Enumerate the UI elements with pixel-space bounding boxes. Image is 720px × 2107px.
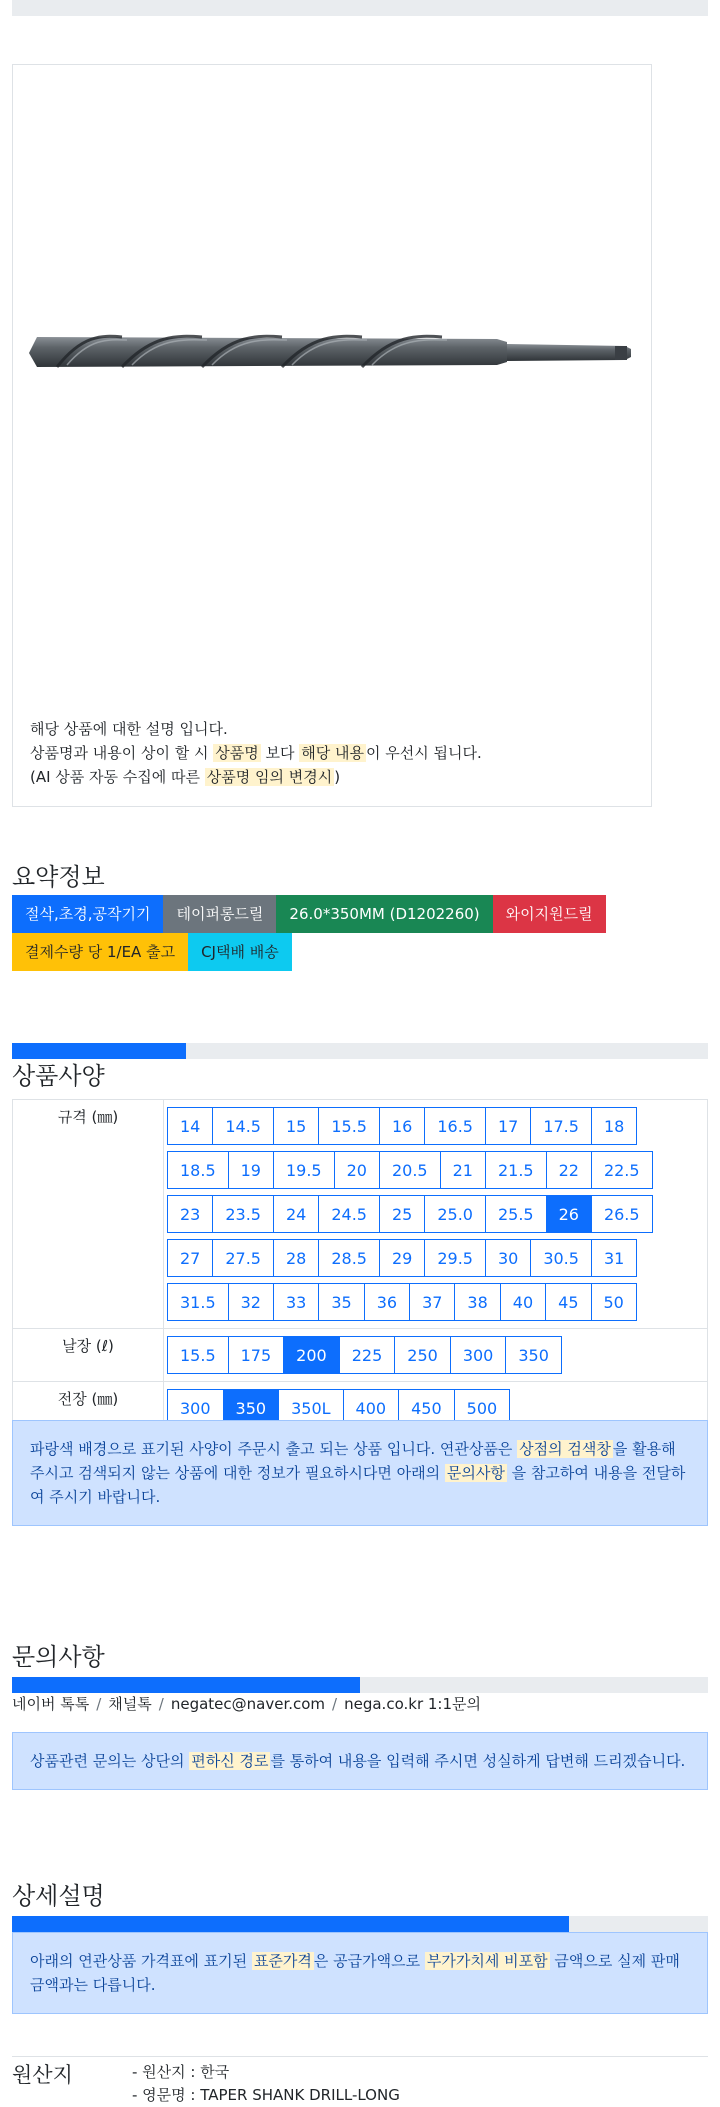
spec-label: 날장 (ℓ) [13, 1329, 164, 1382]
link-site-inquiry[interactable]: nega.co.kr 1:1문의 [344, 1695, 481, 1713]
inquiry-progress-fill [12, 1677, 360, 1693]
summary-title: 요약정보 [12, 863, 105, 891]
spec-option[interactable]: 29.5 [424, 1239, 486, 1277]
spec-option[interactable]: 18 [591, 1107, 637, 1145]
spec-option[interactable]: 50 [591, 1283, 637, 1321]
highlight-product-name: 상품명 [215, 744, 259, 762]
spec-option[interactable]: 45 [545, 1283, 591, 1321]
spec-option[interactable]: 225 [339, 1336, 396, 1374]
spec-option[interactable]: 350 [223, 1389, 280, 1427]
detail-progress-fill [12, 1916, 569, 1932]
detail-notice [12, 1932, 708, 2014]
badge-brand: 와이지원드릴 [493, 895, 606, 933]
separator: / [158, 1695, 164, 1713]
notice-text: 를 통하여 내용을 입력해 주시면 성실하게 답변해 드리겠습니다. [270, 1752, 686, 1770]
spec-table [12, 1099, 708, 1435]
link-channel-talk[interactable]: 채널톡 [108, 1695, 152, 1713]
badge-quantity: 결제수량 당 1/EA 출고 [12, 933, 188, 971]
spec-option[interactable]: 30 [485, 1239, 531, 1277]
spec-option[interactable]: 40 [500, 1283, 546, 1321]
desc-text: 보다 [260, 744, 300, 762]
spec-option[interactable]: 250 [394, 1336, 451, 1374]
notice-text: 금액으로 실제 판매금액과는 다릅니다. [30, 1952, 680, 1994]
spec-option[interactable]: 36 [364, 1283, 410, 1321]
spec-option[interactable]: 500 [454, 1389, 511, 1427]
spec-option[interactable]: 32 [228, 1283, 274, 1321]
spec-option[interactable]: 19.5 [273, 1151, 335, 1189]
spec-option[interactable]: 38 [454, 1283, 500, 1321]
spec-progress [12, 1043, 708, 1059]
spec-option[interactable]: 31.5 [167, 1283, 229, 1321]
spec-option[interactable]: 16 [379, 1107, 425, 1145]
spec-option[interactable]: 15.5 [318, 1107, 380, 1145]
origin-lines [132, 2061, 400, 2107]
desc-line-3 [30, 765, 482, 789]
spec-option[interactable]: 25 [379, 1195, 425, 1233]
contact-links [12, 1693, 481, 1714]
spec-option[interactable]: 31 [591, 1239, 637, 1277]
spec-row-size [13, 1100, 708, 1329]
spec-option[interactable]: 28.5 [318, 1239, 380, 1277]
spec-label: 전장 (㎜) [13, 1382, 164, 1435]
spec-label: 규격 (㎜) [13, 1100, 164, 1329]
spec-option[interactable]: 26 [546, 1195, 592, 1233]
spec-option[interactable]: 23.5 [212, 1195, 274, 1233]
spec-option[interactable]: 23 [167, 1195, 213, 1233]
flute-options [167, 1333, 667, 1377]
origin-english-name: - 영문명 : TAPER SHANK DRILL-LONG [132, 2086, 400, 2104]
drill-image [27, 315, 637, 385]
notice-text: 을 참고하여 내용을 전달하여 주시기 바랍니다. [30, 1464, 686, 1506]
spec-row-flute [13, 1329, 708, 1382]
product-description [30, 717, 482, 789]
highlight-standard-price: 표준가격 [253, 1952, 312, 1970]
spec-option[interactable]: 21 [440, 1151, 486, 1189]
spec-option[interactable]: 21.5 [485, 1151, 547, 1189]
spec-option[interactable]: 29 [379, 1239, 425, 1277]
desc-text: 상품명과 내용이 상이 할 시 [30, 744, 214, 762]
spec-option[interactable]: 350L [278, 1389, 343, 1427]
spec-option[interactable]: 400 [343, 1389, 400, 1427]
spec-option[interactable]: 27.5 [212, 1239, 274, 1277]
spec-option[interactable]: 14.5 [212, 1107, 274, 1145]
spec-option[interactable]: 35 [318, 1283, 364, 1321]
summary-badges [12, 895, 652, 971]
origin-label: 원산지 [12, 2063, 73, 2087]
link-email[interactable]: negatec@naver.com [170, 1695, 326, 1713]
spec-option[interactable]: 20.5 [379, 1151, 441, 1189]
spec-option[interactable]: 24.5 [318, 1195, 380, 1233]
spec-option[interactable]: 17 [485, 1107, 531, 1145]
desc-text: ) [334, 768, 341, 786]
notice-text: 은 공급가액으로 [313, 1952, 425, 1970]
product-card [12, 64, 652, 807]
spec-option[interactable]: 33 [273, 1283, 319, 1321]
spec-notice [12, 1420, 708, 1526]
spec-option[interactable]: 175 [228, 1336, 285, 1374]
spec-option[interactable]: 22 [546, 1151, 592, 1189]
spec-values [164, 1100, 708, 1329]
spec-option[interactable]: 350 [505, 1336, 562, 1374]
desc-text: 이 우선시 됩니다. [365, 744, 482, 762]
badge-spec: 26.0*350MM (D1202260) [276, 895, 492, 933]
spec-option[interactable]: 20 [334, 1151, 380, 1189]
spec-values [164, 1329, 708, 1382]
badge-shipping: CJ택배 배송 [188, 933, 292, 971]
spec-option[interactable]: 300 [167, 1389, 224, 1427]
inquiry-notice [12, 1732, 708, 1790]
highlight-search: 상점의 검색창 [519, 1440, 611, 1458]
detail-progress [12, 1916, 708, 1932]
notice-text: 을 활용해 주시고 검색되지 않는 상품에 대한 정보가 필요하시다면 아래의 [30, 1440, 676, 1482]
highlight-name-change: 상품명 임의 변경시 [206, 768, 333, 786]
top-bar [12, 0, 708, 16]
spec-option[interactable]: 14 [167, 1107, 213, 1145]
spec-option[interactable]: 15 [273, 1107, 319, 1145]
badge-product-type: 테이퍼롱드릴 [163, 895, 276, 933]
spec-option[interactable]: 18.5 [167, 1151, 229, 1189]
origin-section [12, 2056, 708, 2104]
badge-category: 절삭,초경,공작기기 [12, 895, 163, 933]
spec-option[interactable]: 22.5 [591, 1151, 653, 1189]
spec-option[interactable]: 30.5 [530, 1239, 592, 1277]
spec-option[interactable]: 25.5 [485, 1195, 547, 1233]
desc-line-2 [30, 741, 482, 765]
spec-title: 상품사양 [12, 1062, 105, 1090]
inquiry-title: 문의사항 [12, 1643, 105, 1671]
separator: / [96, 1695, 102, 1713]
detail-title: 상세설명 [12, 1882, 105, 1910]
notice-text: 아래의 연관상품 가격표에 표기된 [30, 1952, 252, 1970]
spec-option[interactable]: 25.0 [424, 1195, 486, 1233]
spec-option[interactable]: 15.5 [167, 1336, 229, 1374]
spec-option[interactable]: 16.5 [424, 1107, 486, 1145]
desc-text: (AI 상품 자동 수집에 따른 [30, 768, 205, 786]
highlight-inquiry: 문의사항 [446, 1464, 505, 1482]
spec-option[interactable]: 28 [273, 1239, 319, 1277]
notice-text: 파랑색 배경으로 표기된 사양이 주문시 출고 되는 상품 입니다. 연관상품은 [30, 1440, 518, 1458]
spec-option[interactable]: 17.5 [530, 1107, 592, 1145]
spec-option[interactable]: 37 [409, 1283, 455, 1321]
notice-text: 상품관련 문의는 상단의 [30, 1752, 190, 1770]
desc-line-1: 해당 상품에 대한 설명 입니다. [30, 720, 228, 738]
spec-option[interactable]: 300 [450, 1336, 507, 1374]
spec-option[interactable]: 450 [398, 1389, 455, 1427]
inquiry-progress [12, 1677, 708, 1693]
spec-option[interactable]: 19 [228, 1151, 274, 1189]
highlight-vat: 부가가치세 비포함 [426, 1952, 548, 1970]
spec-option[interactable]: 27 [167, 1239, 213, 1277]
highlight-route: 편하신 경로 [191, 1752, 269, 1770]
origin-country: - 원산지 : 한국 [132, 2063, 230, 2081]
link-naver-talk[interactable]: 네이버 톡톡 [12, 1695, 90, 1713]
spec-option[interactable]: 26.5 [591, 1195, 653, 1233]
highlight-content: 해당 내용 [301, 744, 364, 762]
size-options [167, 1104, 667, 1324]
spec-option[interactable]: 24 [273, 1195, 319, 1233]
separator: / [332, 1695, 338, 1713]
spec-option[interactable]: 200 [283, 1336, 340, 1374]
